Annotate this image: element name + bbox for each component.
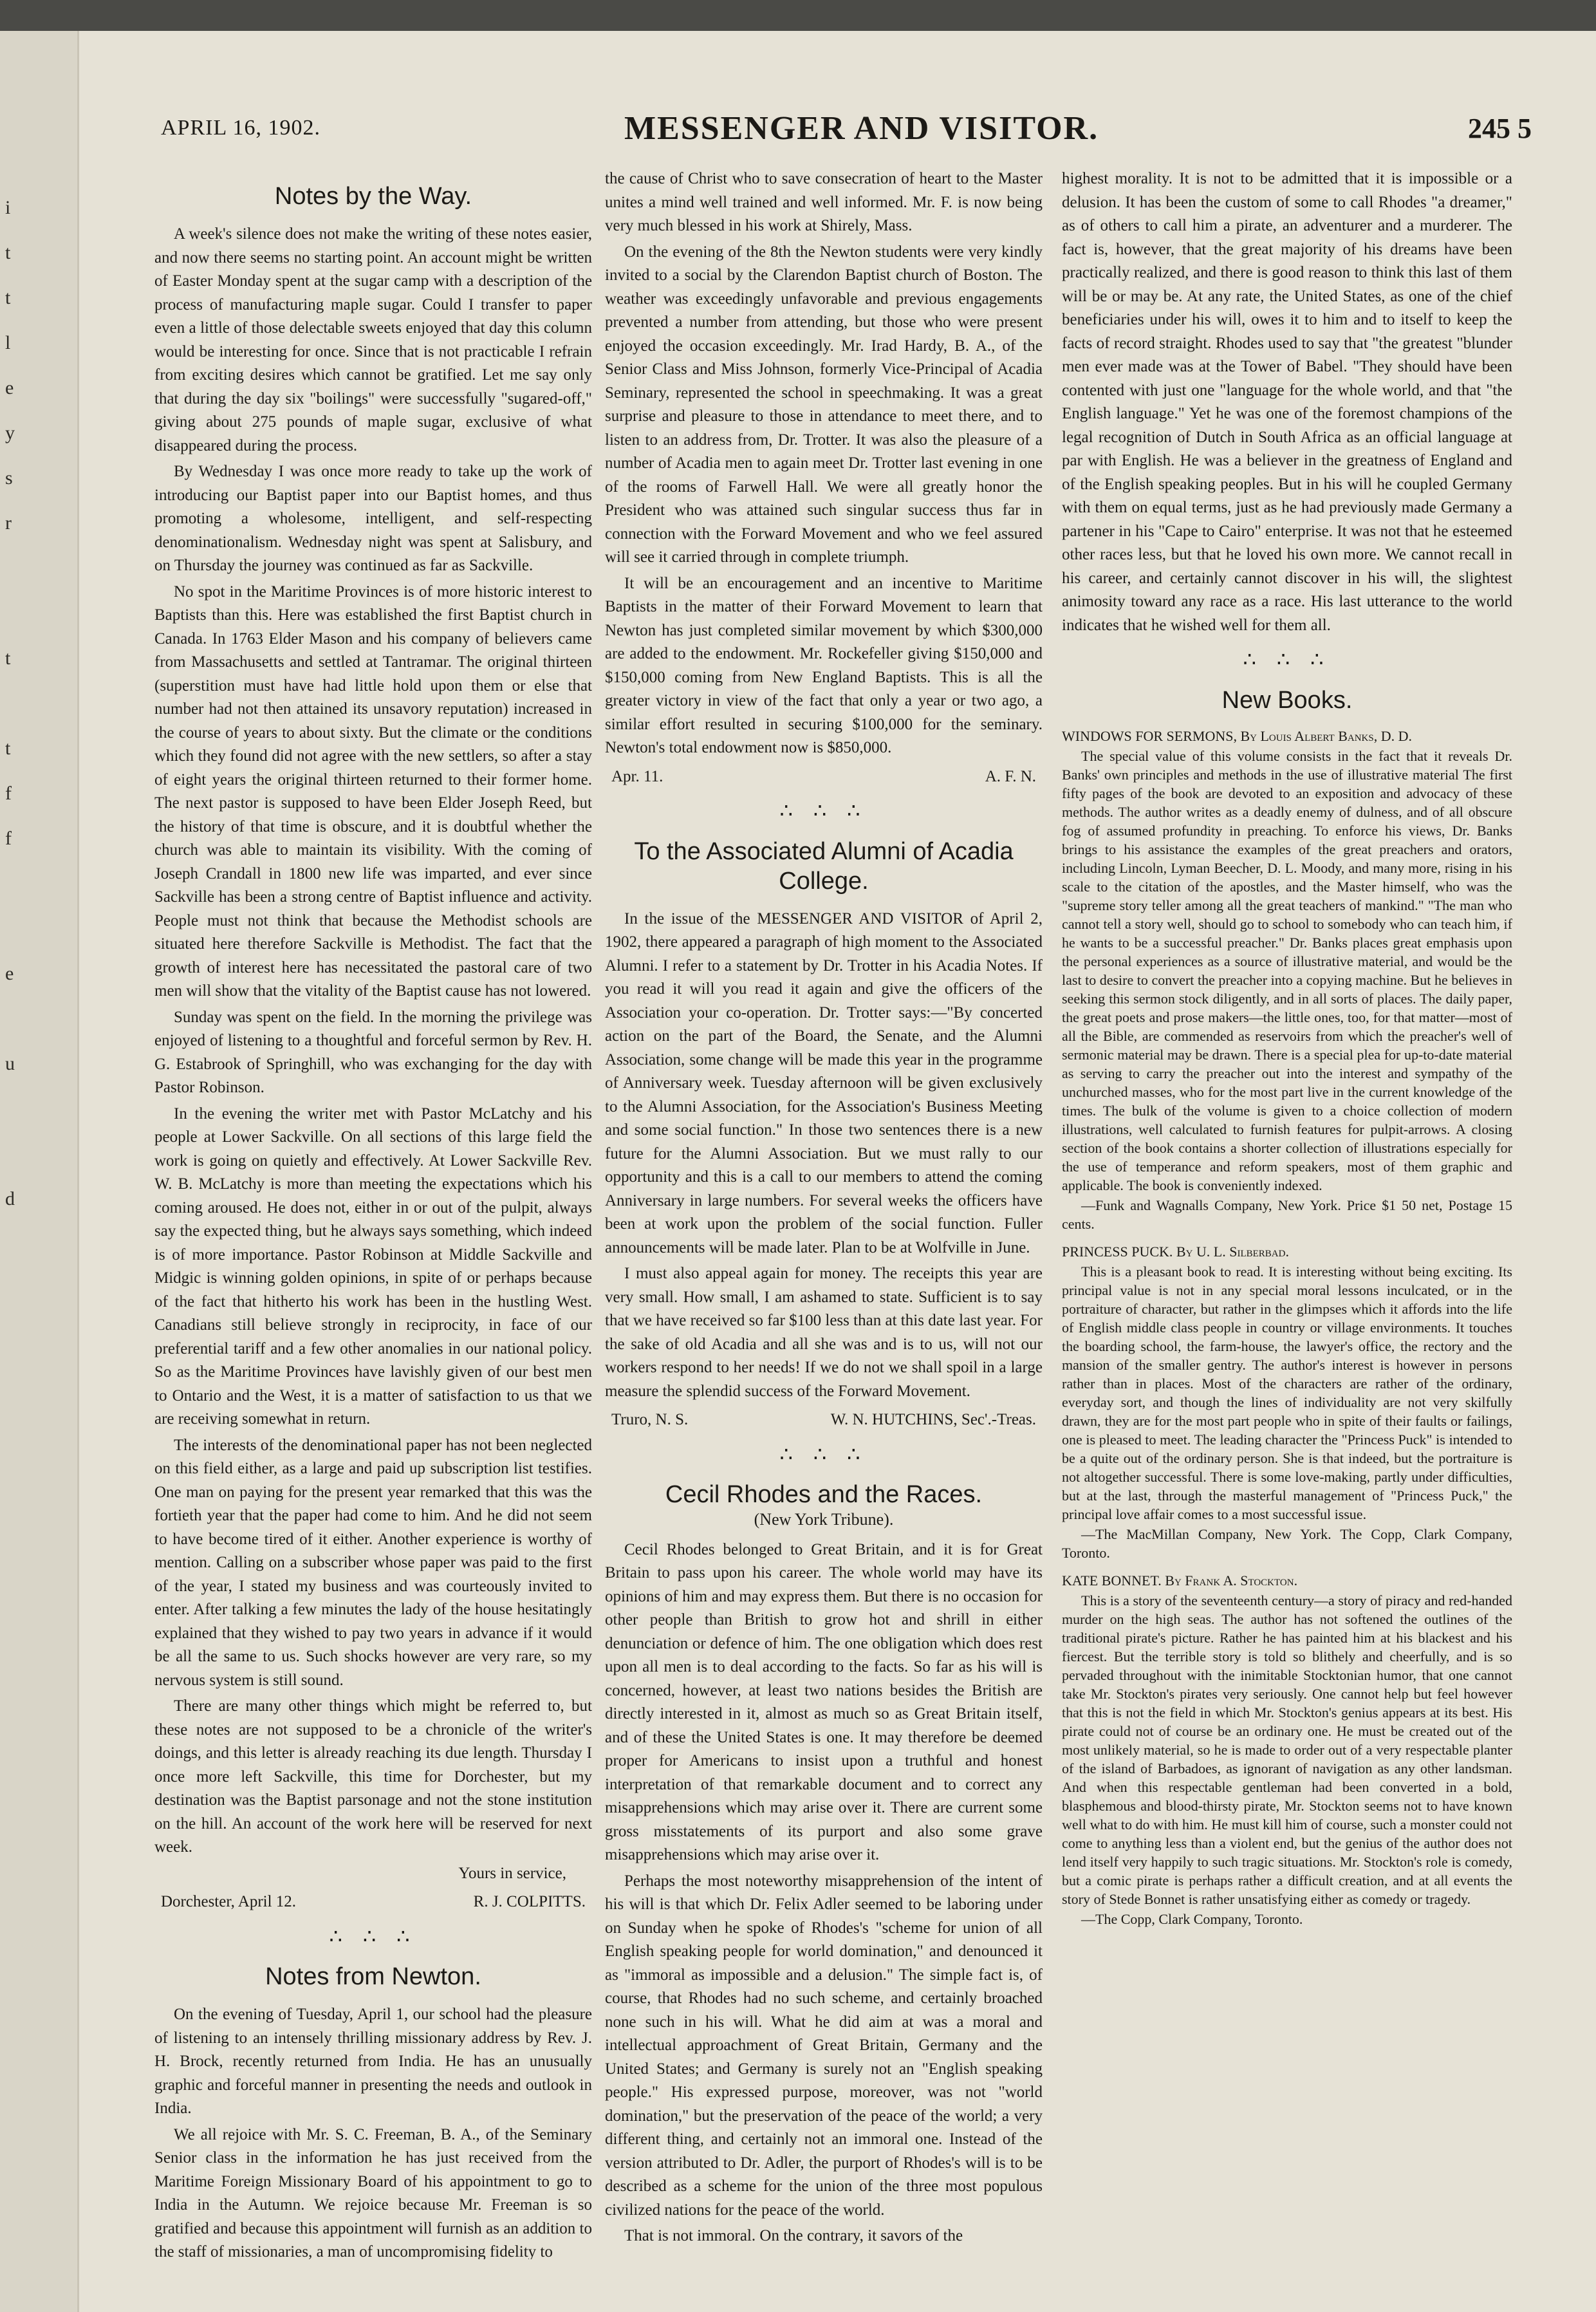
book-title: KATE BONNET. By Frank A. Stockton. (1062, 1572, 1298, 1589)
signature-date: Apr. 11. (611, 767, 663, 785)
article-paragraph: I must also appeal again for money. The receipts this year are very small. How small, I am ashamed to state. Sufficient is to say that we have received so far $100 less than at this date last year. For the sake of old Acadia and all she was and is to us, will not our workers respond to her needs! If we do not we shall spoil in a large measure the splendid success of the Forward Movement. (605, 1265, 1043, 1400)
article-paragraph: Sunday was spent on the field. In the morning the privilege was enjoyed of listening to a thoughtful and forceful sermon by Rev. H. G. Estabrook of Springhill, who was exchanging for the day with Pastor Robinson. (154, 1008, 592, 1096)
signature-name: R. J. COLPITTS. (473, 1893, 586, 1910)
newspaper-title: MESSENGER AND VISITOR. (624, 110, 1099, 147)
article-paragraph: In the issue of the MESSENGER AND VISITOR of April 2, 1902, there appeared a paragraph of high moment to the Associated Alumni. I refer to a statement by Dr. Trotter in his Acadia Notes. If you read it will you read it again and give the officers of the Association your co-operation. Dr. Trotter says:—"By concerted action on the part of the Board, the Senate, and the Alumni Association, some change will be made this year in the programme of Anniversary week. Tuesday afternoon will be given exclusively to the Alumni Association, for the Association's Business Meeting and some social function." In those two sentences there is a new future for the Alumni Association. But we must rally to our opportunity and this is a call to our members to attend the coming Anniversary in large numbers. For several weeks the officers have been at work upon the problem of the social function. Fuller announcements will be made later. Plan to be at Wolfville in June. (605, 909, 1043, 1256)
section-separator: ∴ ∴ ∴ (1243, 648, 1332, 671)
article-title-notes-from-newton: Notes from Newton. (265, 1963, 481, 1990)
signature-name: A. F. N. (985, 767, 1036, 785)
book-title: PRINCESS PUCK. By U. L. Silberbad. (1062, 1243, 1289, 1260)
article-paragraph: Cecil Rhodes belonged to Great Britain, and it is for Great Britain to pass upon his career. The whole world may have its opinions of him and may express them. But there is no occasion for other people than British to grow hot and shrill in either denunciation or defence of him. The one obligation which does rest upon all men is to deal according to the facts. So far as his will is concerned, however, at least two nations besides the British are directly interested in it, almost as much so as Great Britain itself, and of these the United States is one. It may therefore be deemed proper for Americans to insist upon a truthful and honest interpretation of that remarkable document and to correct any misapprehensions which may arise over it. There are current some gross misstatements of its purport and also some grave misapprehensions which may arise over it. (605, 1540, 1043, 1863)
article-paragraph: That is not immoral. On the contrary, it savors of the (624, 2227, 963, 2244)
signature-line (611, 765, 1036, 789)
article-paragraph: No spot in the Maritime Provinces is of more historic interest to Baptists than this. Here was established the first Baptist church in Canada. In 1763 Elder Mason and his company of believers came from Massachusetts and settled at Tantramar. The original thirteen (superstition must have had little hold upon them or else that number had not then attained its unsavory reputation) increased in the course of years to about sixty. But the climate or the conditions which they found did not agree with the new settlers, so after a stay of eight years the original thirteen returned to their former home. The next pastor is supposed to have been Elder Joseph Reed, but the history of that time is obscure, and it is doubtful whether the church was able to maintain its visibility. With the coming of Joseph Crandall in 1800 new life was imparted, and ever since Sackville has been a strong centre of Baptist influence and activity. People must not think that because the Methodist schools are situated here therefore Sackville is Methodist. The fact that the growth of interest here has necessitated the pastoral care of two men will show that the vitality of the Baptist cause has not lowered. (154, 583, 592, 1000)
signature-place: Dorchester, April 12. (161, 1893, 297, 1910)
article-paragraph: Perhaps the most noteworthy misapprehension of the intent of his will is that which Dr. Felix Adler seemed to be laboring under on Sunday when he spoke of Rhodes's "scheme for union of all English speaking people for world domination," and denounced it as "immoral as impossible and a delusion." The simple fact is, of course, that Rhodes had no such scheme, and certainly broached none such in his will. What he did aim at was a moral and intellectual approachment of Great Britain, Germany and the United States; and Germany is surely not an "English speaking people." His expressed purpose, moreover, was not "world domination," but the preservation of the peace of the world; a very different thing, and certainly not an immoral one. Instead of the version attributed to Dr. Adler, the purport of Rhodes's will is to be described as a scheme for the union of the three most populous civilized nations for the peace of the world. (605, 1872, 1043, 2219)
article-paragraph: The interests of the denominational paper has not been neglected on this field either, as a large and paid up subscription list testifies. One man on paying for the present year remarked that this was the fortieth year that the paper had come to him. And he did not seem to have become tired of it either. Another experience is worthy of mention. Calling on a subscriber whose paper was paid to the first of the year, I stated my business and was courteously invited to enter. After talking a few minutes the lady of the house hesitatingly explained that they wished to pay two years in advance if it would be all the same to us. Such shocks however are very rare, so my nervous system is still sound. (154, 1436, 592, 1689)
article-paragraph: On the evening of Tuesday, April 1, our school had the pleasure of listening to an intensely thrilling missionary address by Rev. J. H. Brock, recently returned from India. He has an unusually graphic and forceful manner in presenting the needs and outlook in India. (154, 2006, 592, 2117)
adjacent-page-letters: i t t l e y s r t t f f e u d (5, 197, 15, 1209)
article-paragraph: By Wednesday I was once more ready to take up the work of introducing our Baptist paper into our Baptist homes, and thus promoting a wholesome, intelligent, and self-respecting denominationalism. Wednesday night was spent at Salisbury, and on Thursday the journey was continued as far as Sackville. (154, 463, 592, 574)
column-2 (605, 167, 1043, 2259)
book-publisher: —The Copp, Clark Company, Toronto. (1081, 1910, 1303, 1927)
book-title: WINDOWS FOR SERMONS, By Louis Albert Banks, D. D. (1062, 727, 1412, 744)
book-publisher: —The MacMillan Company, New York. The Copp, Clark Company, Toronto. (1062, 1525, 1512, 1561)
book-publisher: —Funk and Wagnalls Company, New York. Price $1 50 net, Postage 15 cents. (1062, 1197, 1512, 1232)
book-review-text: This is a pleasant book to read. It is interesting without being exciting. Its principal value is not in any special moral lessons inculcated, or in the portraiture of character, but rather in the glimpses which it affords into the life of English middle class people in country or village environments. It touches the boarding school, the farm-house, the lawyer's office, the rectory and the mansion of the smaller gentry. The author's interest is however in persons rather than in places. Most of the characters are rather of the ordinary, everyday sort, and though the lines of individuality are not very skilfully drawn, they are for the most part people who in spite of their faults or failings, one is pleased to meet. The leading character the "Princess Puck" is intended to be a quite out of the ordinary person. She is that indeed, but the portraiture is not altogether successful. There is some love-making, partly under difficulties, but at the last, through the masterful management of "Princess Puck," the principal love affair comes to a most successful issue. (1062, 1263, 1512, 1522)
article-paragraph: We all rejoice with Mr. S. C. Freeman, B. A., of the Seminary Senior class in the information he has just received from the Maritime Foreign Missionary Board of his appointment to go to India in the Autumn. We rejoice because Mr. Freeman is so gratified and because this appointment will furnish as an addition to the staff of missionaries, a man of uncompromising fidelity to (154, 2125, 592, 2259)
closing: Yours in service, (458, 1864, 566, 1882)
book-review-text: The special value of this volume consists in the fact that it reveals Dr. Banks' own principles and methods in the use of illustrative material The first fifty pages of the book are devoted to an exposition and advocacy of these methods. The author writes as a deadly enemy of dulness, and of all obscure fog of assumed profundity in preaching. To enforce his views, Dr. Banks brings to his assistance the examples of the great preachers and orators, including Lincoln, Lyman Beecher, D. L. Moody, and many more, rising in his scale to the citation of the apostles, and the Master himself, who was the "supreme story teller among all the great teachers of mankind." "The man who cannot tell a story well, should go to school to somebody who can teach him, if he wants to be a successful preacher." Dr. Banks places great emphasis upon the personal experiences as a source of illustrative material, and would be the last to desire to convert the preacher into a copying machine. But he believes in seeking this sermon stock diligently, and in all sorts of places. The daily paper, the great poets and prose makers—the little ones, too, for that matter—most of all the Bible, are commended as reservoirs from which the preacher's well of sermonic material may be drawn. There is a special plea for up-to-date material as serving to carry the preacher out into the interest and sympathy of the unchurched masses, who for the most part live in the current knowledge of the times. The bulk of the volume is given to a choice collection of modern illustrations, well calculated to furnish features for pulpit-arrows. A closing section of the book contains a shorter collection of illustrations especially for the use of temperance and reform speakers, most of them graphic and applicable. The book is conveniently indexed. (1062, 747, 1512, 1193)
article-title-notes-by-the-way: Notes by the Way. (274, 183, 472, 210)
signature-line (161, 1890, 586, 1914)
section-separator: ∴ ∴ ∴ (779, 1442, 868, 1466)
page-header (161, 97, 1538, 154)
article-title-new-books: New Books. (1221, 686, 1353, 714)
signature-name: W. N. HUTCHINS, Sec'.-Treas. (830, 1411, 1036, 1428)
page-number: 245 5 (1468, 113, 1532, 144)
article-paragraph: highest morality. It is not to be admitted that it is impossible or a delusion. It has been the custom of some to call Rhodes "a dreamer," as of others to call him a pirate, an adventurer and a murderer. The fact is, however, that the great majority of his dreams have been practically realized, and there is good reason to think this last of them will be or may be. At any rate, the United States, as one of the chief beneficiaries under his will, owes it to him and to itself to keep the facts of record straight. Rhodes used to say that "the greatest "blunder men ever made was at the Tower of Babel. "They should have been contented with just one "language for the whole world, and that "the English language." Yet he was one of the foremost champions of the legal recognition of Dutch in South Africa as an official language at par with English. He was a believer in the greatness of England and of the English speaking peoples. But in his will he coupled Germany with them on equal terms, just as he had previously made Germany a partener in his "Cape to Cairo" enterprise. It was not that he esteemed other races less, but that he loved his own more. We cannot recall in his career, and certainly cannot discover in his will, the slightest animosity toward any race as a race. His last utterance to the world indicates that he wished well for them all. (1062, 170, 1512, 634)
article-source: (New York Tribune). (754, 1510, 894, 1529)
book-review-text: This is a story of the seventeenth century—a story of piracy and red-handed murder on the high seas. The author has not softened the outlines of the traditional pirate's picture. Rather he has painted him at his blackest and his fiercest. But the terrible story is told so blithely and cheerfully, and is so pervaded throughout with the inimitable Stocktonian humor, that one cannot take Mr. Stockton's pirates very seriously. One cannot help but feel however that this is not the field in which Mr. Stockton's genius appears at its best. His pirate could not of course be an ordinary one. He must be created out of the most unlikely material, so he is made to order out of a very respectable planter of the island of Barbadoes, as ignorant of navigation as any other landsman. And when this respectable gentleman had been converted in a bold, blasphemous and blood-thirsty pirate, Mr. Stockton seems not to have known well what to do with him. He must kill him of course, such a monster could not come to anything less than a violent end, but the genius of the author does not lend itself very happily to such tragic situations. Mr. Stockton's role is comedy, but a comic pirate is perhaps rather a difficult creation, and at all events the story of Stede Bonnet is rather unsatisfying either as comedy or tragedy. (1062, 1592, 1512, 1907)
article-paragraph: On the evening of the 8th the Newton students were very kindly invited to a social by the Clarendon Baptist church of Boston. The weather was exceedingly unfavorable and previous engagements prevented a number from attending, but those who were present enjoyed the occasion exceedingly. Mr. Irad Hardy, B. A., of the Senior Class and Miss Johnson, formerly Vice-Principal of Acadia Seminary, represented the school in speechmaking. It was a great surprise and pleasure to those in attendance to meet there, and to listen to an address from, Dr. Trotter. It was also the pleasure of a number of Acadia men to again meet Dr. Trotter last evening in one of the rooms of Farwell Hall. We were all greatly honor the President who was attained such singular success thus far in connection with the Forward Movement and who we feel assured will see it carried through in complete triumph. (605, 243, 1043, 566)
article-paragraph: the cause of Christ who to save consecration of heart to the Master unites a mind well trained and well informed. Mr. F. is now being very much blessed in his work at Shirely, Mass. (605, 170, 1043, 234)
column-3 (1062, 167, 1512, 2259)
article-paragraph: It will be an encouragement and an incentive to Maritime Baptists in the matter of their Forward Movement to learn that Newton has just completed similar movement by which $300,000 are added to the endowment. Mr. Rockefeller giving $150,000 and $150,000 coming from New England Baptists. This is all the greater victory in view of the fact that only a year or two ago, a similar effort resulted in securing $100,000 for the seminary. Newton's total endowment now is $850,000. (605, 574, 1043, 756)
column-1 (154, 167, 592, 2259)
issue-date: APRIL 16, 1902. (161, 116, 320, 140)
section-separator: ∴ ∴ ∴ (779, 799, 868, 822)
article-paragraph: There are many other things which might be referred to, but these notes are not supposed to be a chronicle of the writer's doings, and this letter is already reaching its due length. Thursday I once more left Sackville, this time for Dorchester, but my destination was the Baptist parsonage and not the stone institution on the hill. An account of the work here will be reserved for next week. (154, 1697, 592, 1856)
book-reviews (1062, 727, 1512, 1928)
adjacent-page-edge (0, 31, 79, 2312)
article-paragraph: A week's silence does not make the writing of these notes easier, and now there seems no starting point. An account might be written of Easter Monday spent at the sugar camp with a description of the process of manufacturing maple sugar. Could I transfer to paper even a little of those delectable sweets enjoyed that day this column would be interesting for once. Since that is not practicable I refrain from exciting desires which cannot be gratified. Let me say only that during the day six "boilings" were successfully "sugared-off," giving about 275 pounds of maple sugar, exclusive of what disappeared during the process. (154, 225, 592, 454)
article-title-cecil-rhodes: Cecil Rhodes and the Races. (665, 1481, 983, 1508)
article-paragraph: In the evening the writer met with Pastor McLatchy and his people at Lower Sackville. On all sections of this large field the work is going on quietly and effectively. At Lower Sackville Rev. W. B. McLatchy is more than meeting the expectations which his coming aroused. He does not, either in or out of the pulpit, always say the expected thing, but he always says something, which indeed is of more importance. Pastor Robinson at Middle Sackville and Midgic is winning golden opinions, in spite of or perhaps because of the fact that hitherto his work has been in the hustling West. Canadians still believe strongly in reciprocity, in face of our preferential tariff and a few other anomalies in our national policy. So as the Maritime Provinces have lavishly given of our best men to Ontario and the West, it is a matter of satisfaction to us that we are receiving somewhat in return. (154, 1105, 592, 1428)
signature-place: Truro, N. S. (611, 1411, 689, 1428)
signature-line (611, 1408, 1036, 1432)
section-separator: ∴ ∴ ∴ (329, 1924, 418, 1948)
article-title-associated-alumni: To the Associated Alumni of Acadia College. (634, 837, 1014, 895)
